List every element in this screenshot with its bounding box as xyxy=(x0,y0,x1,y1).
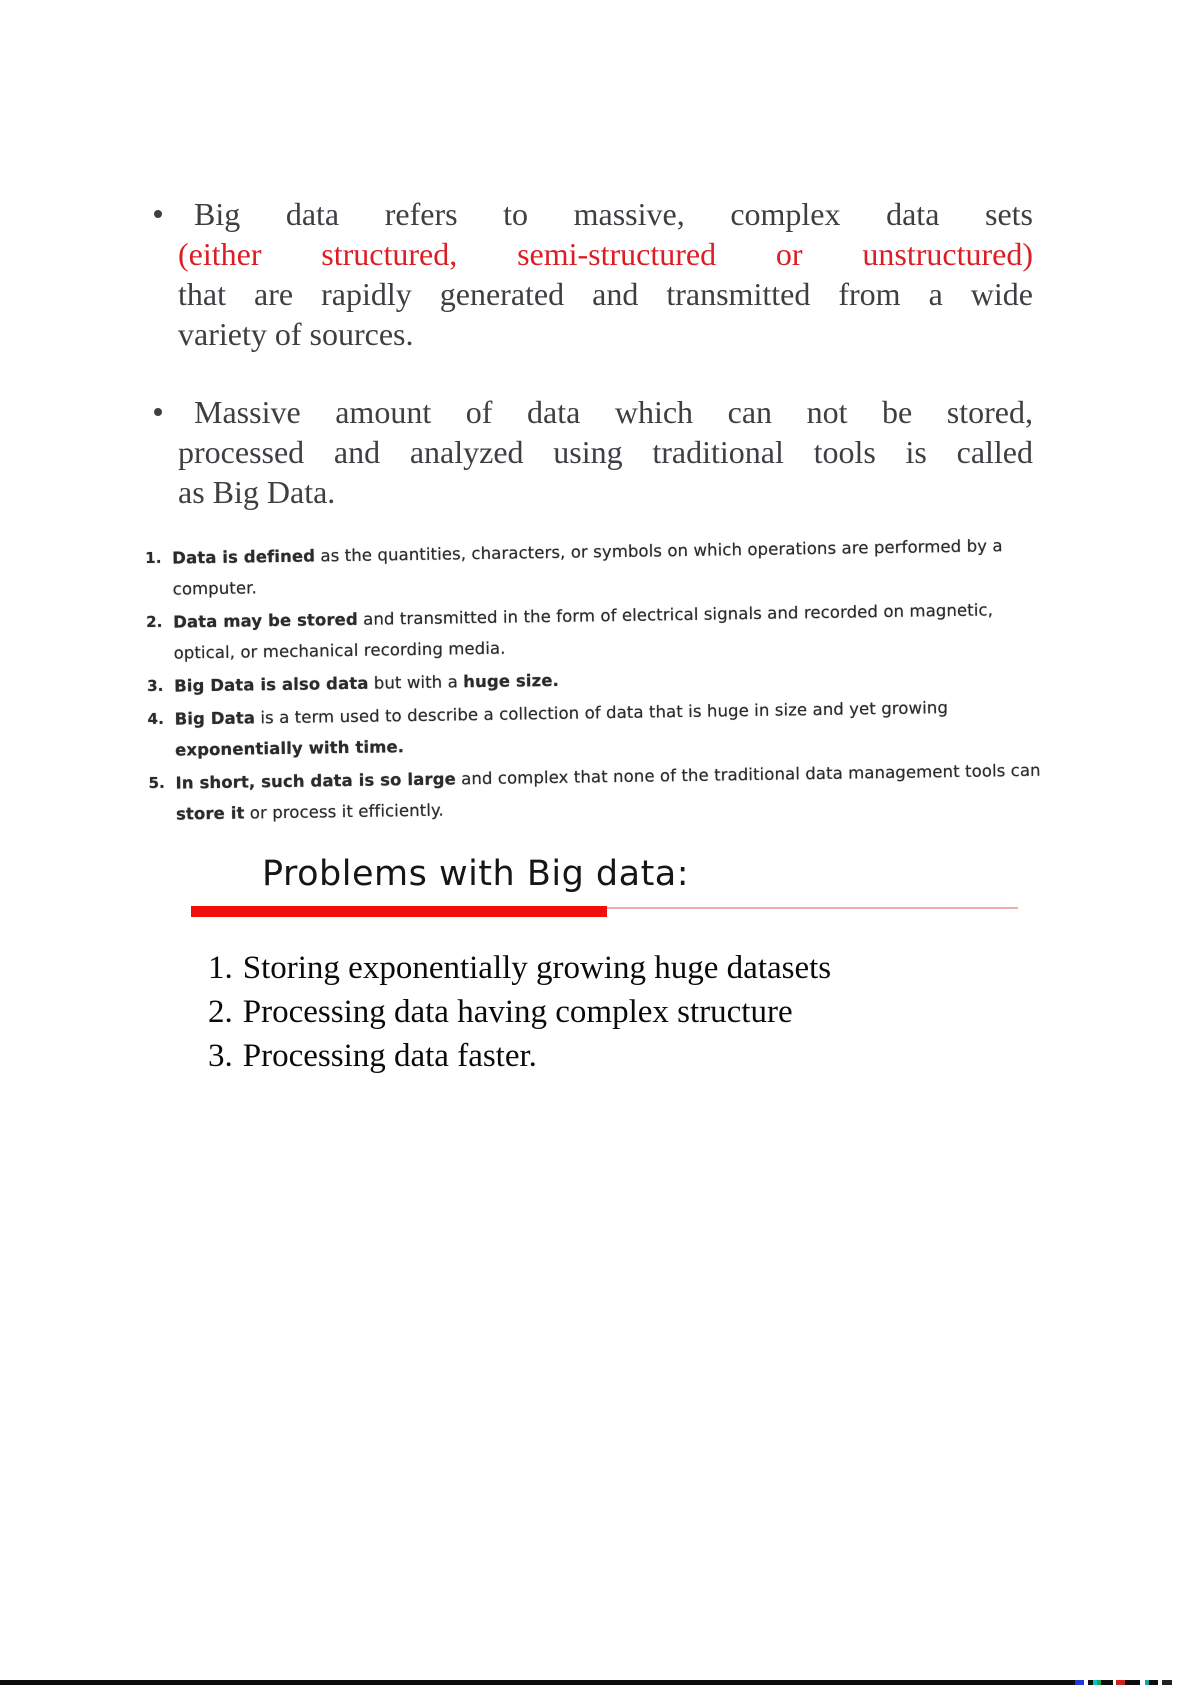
text-run: and complex that none of the traditional data management tools can xyxy=(455,760,1041,789)
definition-item xyxy=(147,691,1041,766)
bullet-text xyxy=(178,392,1033,512)
glitch-segment xyxy=(1125,1680,1140,1685)
definitions-list xyxy=(145,530,1042,832)
text-run: In short, such data is so large xyxy=(175,769,456,793)
problems-heading: Problems with Big data: xyxy=(262,854,690,894)
text-run: or process it efficiently. xyxy=(244,800,444,823)
paragraph-line: variety of sources. xyxy=(178,316,414,352)
glitch-segment xyxy=(1075,1680,1084,1685)
paragraph-line: (either structured, semi-structured or unstructured) xyxy=(178,236,1033,272)
text-run: and transmitted in the form of electrical signals and recorded on magnetic, xyxy=(357,600,994,629)
text-run: huge size. xyxy=(463,670,560,692)
text-run: as the quantities, characters, or symbols on which operations are performed by a xyxy=(314,536,1003,566)
bullet-item xyxy=(150,392,1033,512)
problem-item xyxy=(208,946,831,990)
paragraph-line: Big data refers to massive, complex data sets xyxy=(194,196,1033,232)
list-number: 4. xyxy=(147,709,165,728)
text-run: but with a xyxy=(368,672,464,693)
problems-list xyxy=(208,946,831,1078)
glitch-segment xyxy=(1101,1680,1113,1685)
definition-item xyxy=(148,755,1042,830)
problem-item xyxy=(208,1034,831,1078)
list-number: 1. xyxy=(145,548,162,567)
text-run: Data may be stored xyxy=(173,609,358,632)
text-run: Data is defined xyxy=(172,546,316,568)
heading-underline-thin xyxy=(607,907,1018,909)
text-run: Big Data is also data xyxy=(173,673,369,696)
paragraph-line: as Big Data. xyxy=(178,474,336,510)
list-number: 2. xyxy=(208,994,233,1030)
bullet-icon xyxy=(154,408,162,416)
video-artifact-strip xyxy=(0,1680,1193,1685)
paragraph-line: processed and analyzed using traditional tools is called xyxy=(178,434,1033,470)
problem-item xyxy=(208,990,831,1034)
list-number: 2. xyxy=(146,612,163,631)
text-run: optical, or mechanical recording media. xyxy=(173,638,506,663)
glitch-segment xyxy=(1116,1680,1125,1685)
glitch-segment xyxy=(1162,1680,1172,1685)
text-run: store it xyxy=(175,803,245,824)
text-run: computer. xyxy=(172,578,258,599)
intro-bullet-list xyxy=(150,194,1033,550)
artifact-glitch-pixels xyxy=(1075,1680,1172,1685)
problem-text: Storing exponentially growing huge datasets xyxy=(242,950,832,986)
list-number: 3. xyxy=(146,676,164,695)
artifact-black-bar xyxy=(0,1680,1075,1685)
text-run: Big Data xyxy=(174,708,256,729)
problem-text: Processing data having complex structure xyxy=(242,994,793,1030)
paragraph-line: Massive amount of data which can not be stored, xyxy=(194,394,1033,430)
bullet-text xyxy=(178,194,1033,354)
problem-text: Processing data faster. xyxy=(242,1038,537,1074)
text-run: exponentially with time. xyxy=(174,737,405,760)
text-run: is a term used to describe a collection of data that is huge in size and yet growing xyxy=(254,698,949,728)
list-number: 1. xyxy=(208,950,233,986)
paragraph-line: that are rapidly generated and transmitted from a wide xyxy=(178,276,1033,312)
definition-item xyxy=(146,594,1040,669)
heading-underline-thick xyxy=(191,906,607,917)
bullet-item xyxy=(150,194,1033,354)
list-number: 5. xyxy=(148,773,166,792)
bullet-icon xyxy=(154,210,162,218)
glitch-segment xyxy=(1149,1680,1158,1685)
list-number: 3. xyxy=(208,1038,233,1074)
definition-item xyxy=(145,530,1039,605)
